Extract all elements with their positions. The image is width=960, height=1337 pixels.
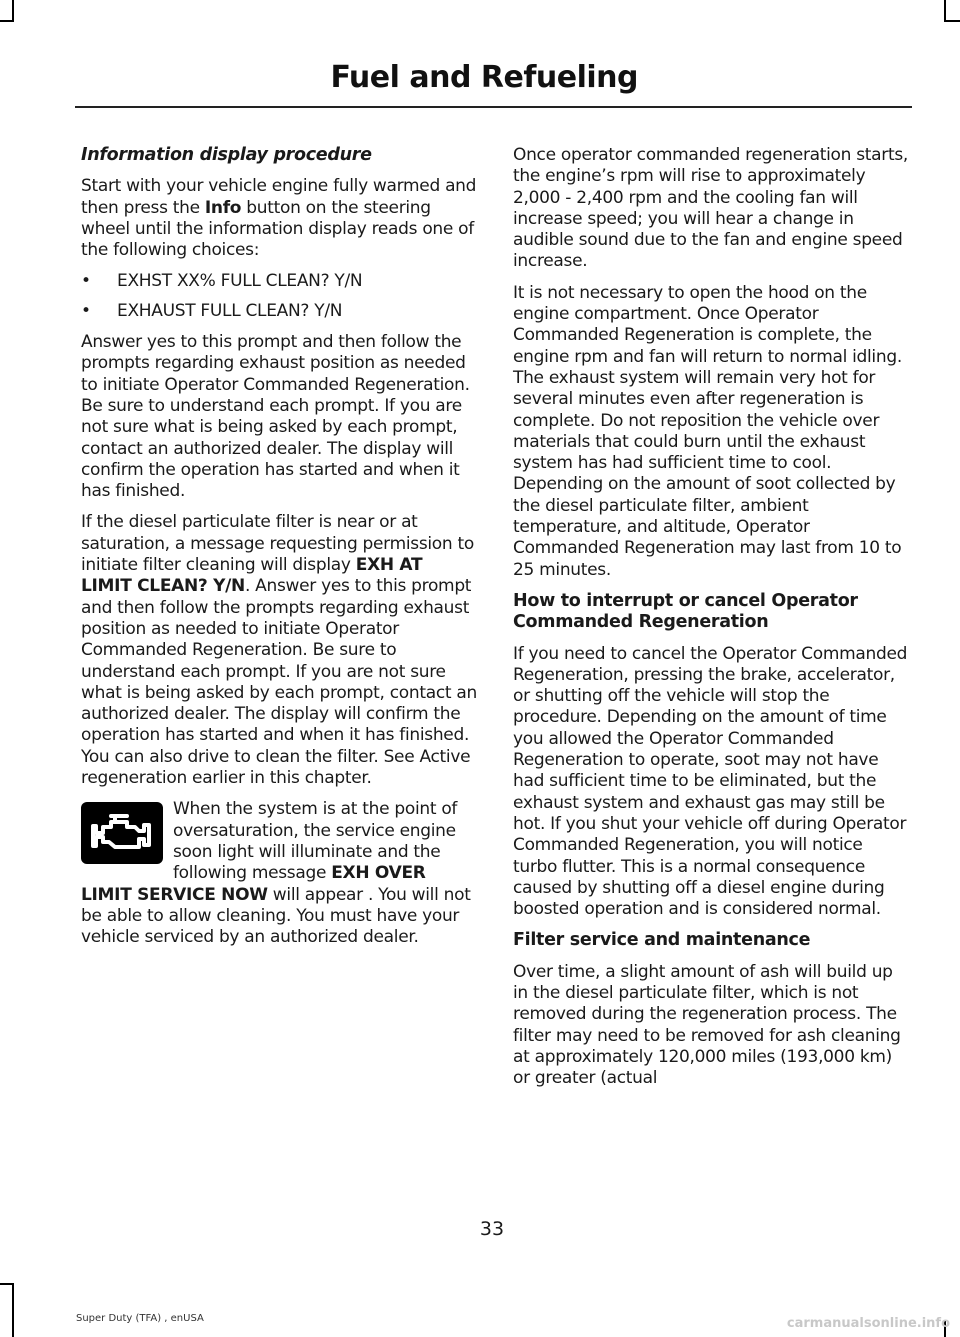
paragraph-regeneration-starts: Once operator commanded regeneration starts, the engine’s rpm will rise to approximately 2,000 - 2,400 rpm and the cooling fan will increase speed; you will hear a change in audible sound due to the fan and engine speed increase.: [513, 145, 908, 272]
paragraph-ash: Over time, a slight amount of ash will build up in the diesel particulate filter, which is not removed during the regeneration process. The filter may need to be removed for ash cleaning at approximately 120,000 miles (193,000 km) or greater (actual: [513, 961, 901, 1089]
paragraph-cancel: If you need to cancel the Operator Commanded Regeneration, pressing the brake, accelerator, or shutting off the vehicle will stop the procedure. Depending on the amount of time you allowed the Operator Commanded Regeneration to operate, soot may not have had sufficient time to be eliminated, but the exhaust system and exhaust gas may still be hot. If you shut your vehicle off during Operator Commanded Regeneration, you will notice turbo flutter. This is a normal consequence caused by shutting off a diesel engine during boosted operation and is considered normal.: [513, 643, 908, 920]
choices-list: [81, 271, 477, 322]
paragraph-hood: It is not necessary to open the hood on the engine compartment. Once Operator Commanded Regeneration is complete, the engine rpm and fan will return to normal idling. The exhaust system will remain very hot for several minutes even after regeneration is complete. Do not reposition the vehicle over materials that could burn until the exhaust system has had sufficient time to cool. Depending on the amount of soot collected by the diesel particulate filter, ambient temperature, and altitude, Operator Commanded Regeneration may last from 10 to 25 minutes.: [513, 282, 902, 580]
paragraph-start-procedure: Start with your vehicle engine fully warmed and then press the Info button on the steering wheel until the information display reads one of the following choices:: [81, 176, 477, 261]
message-exh-over-limit: EXH OVER LIMIT SERVICE NOW: [81, 863, 426, 905]
page-number: 33: [479, 1218, 505, 1240]
section-heading-filter-service: Filter service and maintenance: [513, 930, 811, 951]
crop-mark-bottom-left-h: [0, 1283, 14, 1285]
header-rule: [75, 106, 912, 108]
paragraph-answer-yes: Answer yes to this prompt and then follow the prompts regarding exhaust position as needed to initiate Operator Commanded Regeneration. Be sure to understand each prompt. If you are not sure what is being asked by each prompt, contact an authorized dealer. The display will confirm the operation has started and when it has finished.: [81, 332, 470, 502]
paragraph-oversaturation: When the system is at the point of oversaturation, the service engine soon light will illuminate and the following message EXH OVER LIMIT SERVICE NOW will appear . You will not be able to allow cleaning. You must have your vehicle serviced by an authorized dealer.: [81, 799, 471, 948]
crop-mark-bottom-left-v: [12, 1283, 14, 1337]
message-exh-at-limit: EXH AT LIMIT CLEAN? Y/N: [81, 555, 423, 597]
left-column: [81, 145, 477, 958]
crop-mark-top-left-h: [0, 20, 14, 22]
list-item: • EXHAUST FULL CLEAN? Y/N: [81, 301, 477, 322]
page-title: Fuel and Refueling: [330, 60, 638, 95]
paragraph-saturation: If the diesel particulate filter is near or at saturation, a message requesting permission to initiate filter cleaning will display EXH AT LIMIT CLEAN? Y/N. Answer yes to this prompt and then follow the prompts regarding exhaust position as needed to initiate Operator Commanded Regeneration. Be sure to understand each prompt. If you are not sure what is being asked by each prompt, contact an authorized dealer. The display will confirm the operation has started and when it has finished. You can also drive to clean the filter. See Active regeneration earlier in this chapter.: [81, 512, 477, 789]
watermark: carmanualsonline.info: [786, 1316, 950, 1331]
crop-mark-top-right-v: [944, 0, 946, 22]
info-button-label: Info: [204, 197, 242, 218]
crop-mark-top-right-h: [944, 20, 960, 22]
list-item: • EXHST XX% FULL CLEAN? Y/N: [81, 271, 477, 292]
section-heading-interrupt: How to interrupt or cancel Operator Commanded Regeneration: [513, 590, 858, 633]
oversaturation-block: [81, 799, 477, 948]
check-engine-icon: [81, 802, 163, 864]
crop-mark-top-left-v: [12, 0, 14, 22]
check-engine-icon-svg: [89, 811, 155, 855]
section-heading-info-display: Information display procedure: [81, 145, 372, 165]
document-id: Super Duty (TFA) , enUSA: [76, 1313, 204, 1324]
right-column: [513, 145, 909, 1099]
